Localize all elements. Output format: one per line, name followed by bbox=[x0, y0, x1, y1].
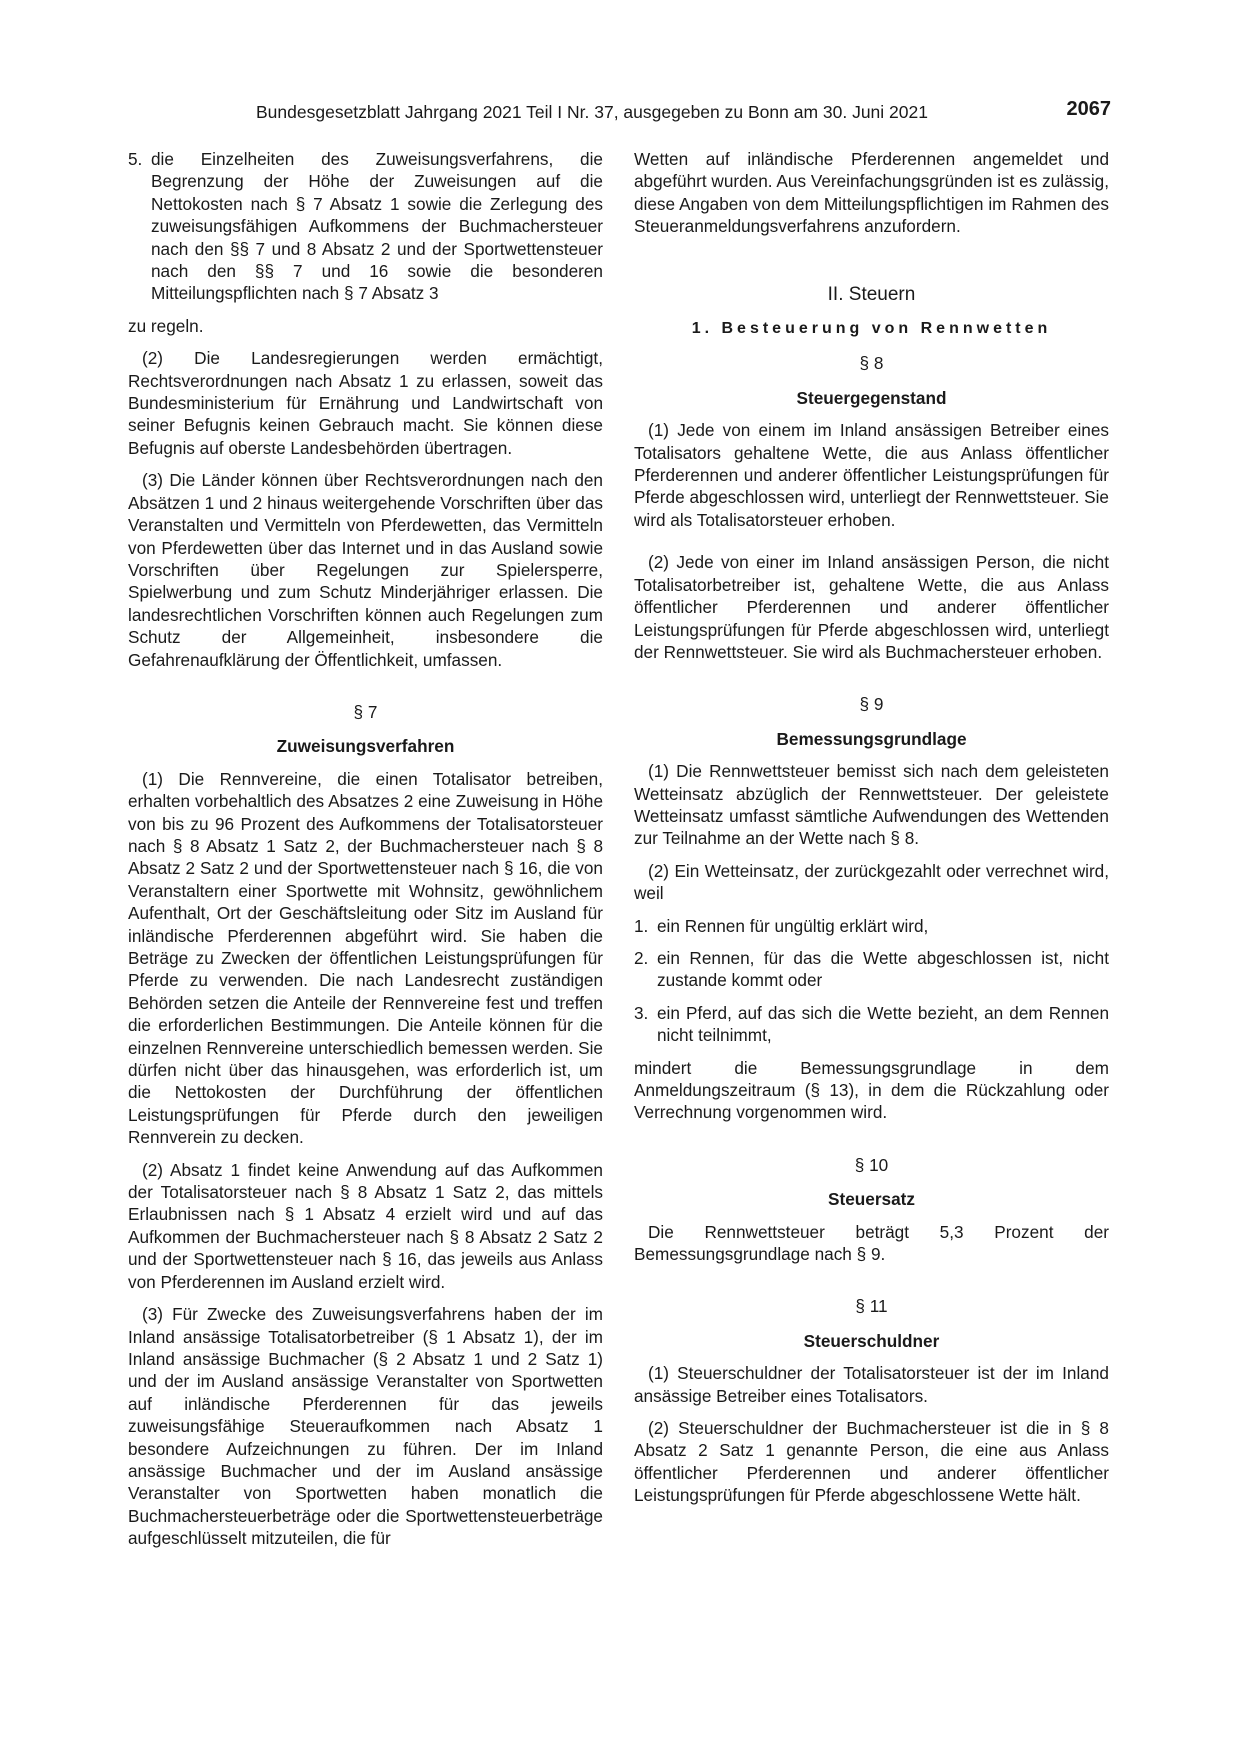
list-number: 5. bbox=[128, 149, 143, 169]
page-number: 2067 bbox=[1066, 98, 1111, 120]
section-heading: Steuersatz bbox=[828, 1189, 915, 1210]
section-heading: Steuerschuldner bbox=[803, 1330, 940, 1351]
paragraph: Wetten auf inländische Pferderennen angemeldet und abgeführt wurden. Aus Vereinfachungsgründen ist es zulässig, diese Angaben von dem Mitteilungspflichtigen im Rahmen des Steueranmeldungsverfahrens anzufordern. bbox=[634, 149, 1109, 237]
list-item bbox=[634, 947, 1109, 992]
page-header bbox=[128, 96, 1111, 126]
section-sign: § 11 bbox=[855, 1296, 888, 1317]
list-number: 3. bbox=[634, 1002, 649, 1023]
paragraph: mindert die Bemessungsgrundlage in dem Anmeldungszeitraum (§ 13), in dem die Rückzahlung oder Verrechnung vorgenommen wird. bbox=[634, 1057, 1109, 1123]
paragraph: (1) Die Rennvereine, die einen Totalisator betreiben, erhalten vorbehaltlich des Absatzes 2 eine Zuweisung in Höhe von bis zu 96 Prozent des Aufkommens der Totalisatorsteuer nach § 8 Absatz 1 Satz 2, der Buchmachersteuer nach § 8 Absatz 2 Satz 2 und der Sportwettensteuer nach § 16, die von Veranstaltern einer Sportwette mit Wohnsitz, gewöhnlichem Aufenthalt, Ort der Geschäftsleitung oder Sitz im Ausland für inländische Pferderennen abgeführt wird. Sie haben die Beträge zu Zwecken der öffentlichen Leistungsprüfungen für Pferde zu verwenden. Die nach Landesrecht zuständigen Behörden setzen die Anteile der Rennvereine fest und treffen die erforderlichen Bestimmungen. Die Anteile können für die einzelnen Rennvereine unterschiedlich bemessen werden. Sie dürfen nicht über das hinausgehen, was erforderlich ist, um die Nettokosten der Durchführung der öffentlichen Leistungsprüfungen für Pferde durch den jeweiligen Rennverein zu decken. bbox=[128, 768, 603, 1148]
list-text: ein Rennen, für das die Wette abgeschlossen ist, nicht zustande kommt oder bbox=[657, 947, 1109, 991]
running-title: Bundesgesetzblatt Jahrgang 2021 Teil I Nr. 37, ausgegeben zu Bonn am 30. Juni 2021 bbox=[256, 102, 928, 122]
part-title: II. Steuern bbox=[827, 283, 916, 305]
section-heading: Steuergegenstand bbox=[796, 387, 947, 408]
section-sign: § 8 bbox=[859, 353, 884, 374]
list-item bbox=[634, 1002, 1109, 1047]
paragraph: (2) Ein Wetteinsatz, der zurückgezahlt oder verrechnet wird, weil bbox=[634, 860, 1109, 904]
left-column bbox=[128, 148, 603, 1560]
section-sign: § 9 bbox=[859, 694, 884, 715]
chapter-title: 1. Besteuerung von Rennwetten bbox=[691, 320, 1052, 338]
paragraph: (2) Absatz 1 findet keine Anwendung auf das Aufkommen der Totalisatorsteuer nach § 8 Absatz 1 Satz 2, das mittels Erlaubnissen nach § 1 Absatz 4 erzielt wird und auf das Aufkommen der Buchmachersteuer nach § 8 Absatz 2 Satz 2 und der Sportwettensteuer nach § 16, das jeweils aus Anlass von Pferderennen im Ausland erzielt wird. bbox=[128, 1159, 603, 1292]
paragraph: (2) Die Landesregierungen werden ermächtigt, Rechtsverordnungen nach Absatz 1 zu erlassen, soweit das Bundesministerium für Ernährung und Landwirtschaft von seiner Befugnis keinen Gebrauch macht. Sie können diese Befugnis auf oberste Landesbehörden übertragen. bbox=[128, 348, 603, 458]
section-heading: Zuweisungsverfahren bbox=[276, 736, 455, 757]
section-heading: Bemessungsgrundlage bbox=[776, 728, 967, 749]
paragraph: zu regeln. bbox=[128, 315, 204, 336]
paragraph: Die Rennwettsteuer beträgt 5,3 Prozent der Bemessungsgrundlage nach § 9. bbox=[634, 1221, 1109, 1265]
paragraph: (2) Steuerschuldner der Buchmachersteuer ist die in § 8 Absatz 2 Satz 1 genannte Person, die eine aus Anlass öffentlicher Pferderennen und anderer öffentlicher Leistungsprüfungen für Pferde abgeschlossene Wette hält. bbox=[634, 1418, 1109, 1506]
list-number: 1. bbox=[634, 915, 649, 936]
list-item bbox=[128, 148, 603, 305]
right-column bbox=[634, 148, 1109, 1517]
paragraph: (3) Die Länder können über Rechtsverordnungen nach den Absätzen 1 und 2 hinaus weitergehende Vorschriften über das Veranstalten und Vermitteln von Pferdewetten, das Vermitteln von Pferdewetten über das Internet und in das Ausland sowie Vorschriften über Regelungen zur Spielersperre, Spielwerbung und zum Schutz Minderjähriger erlassen. Die landesrechtlichen Vorschriften können auch Regelungen zum Schutz der Allgemeinheit, insbesondere die Gefahrenaufklärung der Öffentlichkeit, umfassen. bbox=[128, 470, 603, 670]
paragraph: (3) Für Zwecke des Zuweisungsverfahrens haben der im Inland ansässige Totalisatorbetreiber (§ 1 Absatz 1), der im Inland ansässige Buchmacher (§ 2 Absatz 1 und 2 Satz 1) und der im Ausland ansässige Veranstalter von Sportwetten auf inländische Pferderennen für das jeweils zuweisungsfähige Steueraufkommen nach Absatz 1 besondere Aufzeichnungen zu führen. Der im Inland ansässige Buchmacher und der im Ausland ansässige Veranstalter von Sportwetten haben monatlich die Buchmachersteuerbeträge oder die Sportwettensteuerbeträge aufgeschlüsselt mitzuteilen, die für bbox=[128, 1304, 603, 1549]
paragraph: (1) Steuerschuldner der Totalisatorsteuer ist der im Inland ansässige Betreiber eines Totalisators. bbox=[634, 1363, 1109, 1406]
list-item bbox=[634, 915, 1109, 937]
paragraph: (1) Jede von einem im Inland ansässigen Betreiber eines Totalisators gehaltene Wette, die aus Anlass öffentlicher Pferderennen und anderer öffentlicher Leistungsprüfungen für Pferde abgeschlossen wird, unterliegt der Rennwettsteuer. Sie wird als Totalisatorsteuer erhoben. bbox=[634, 420, 1109, 530]
list-text: die Einzelheiten des Zuweisungsverfahrens, die Begrenzung der Höhe der Zuweisungen auf die Nettokosten nach § 7 Absatz 1 sowie die Zerlegung des zuweisungsfähigen Aufkommens der Buchmachersteuer nach den §§ 7 und 8 Absatz 2 und der Sportwettensteuer nach den §§ 7 und 16 sowie die besonderen Mitteilungspflichten nach § 7 Absatz 3 bbox=[151, 149, 603, 304]
list-number: 2. bbox=[634, 947, 649, 968]
paragraph: (2) Jede von einer im Inland ansässigen Person, die nicht Totalisatorbetreiber ist, gehaltene Wette, die aus Anlass öffentlicher Pferderennen und anderer öffentlicher Leistungsprüfungen für Pferde abgeschlossen wird, unterliegt der Rennwettsteuer. Sie wird als Buchmachersteuer erhoben. bbox=[634, 552, 1109, 662]
section-sign: § 7 bbox=[353, 701, 378, 722]
paragraph: (1) Die Rennwettsteuer bemisst sich nach dem geleisteten Wetteinsatz abzüglich der Rennwettsteuer. Der geleistete Wetteinsatz umfasst sämtliche Aufwendungen des Wettenden zur Teilnahme an der Wette nach § 8. bbox=[634, 761, 1109, 849]
list-text: ein Rennen für ungültig erklärt wird, bbox=[657, 915, 929, 936]
list-text: ein Pferd, auf das sich die Wette bezieht, an dem Rennen nicht teilnimmt, bbox=[657, 1002, 1109, 1046]
section-sign: § 10 bbox=[854, 1154, 889, 1175]
